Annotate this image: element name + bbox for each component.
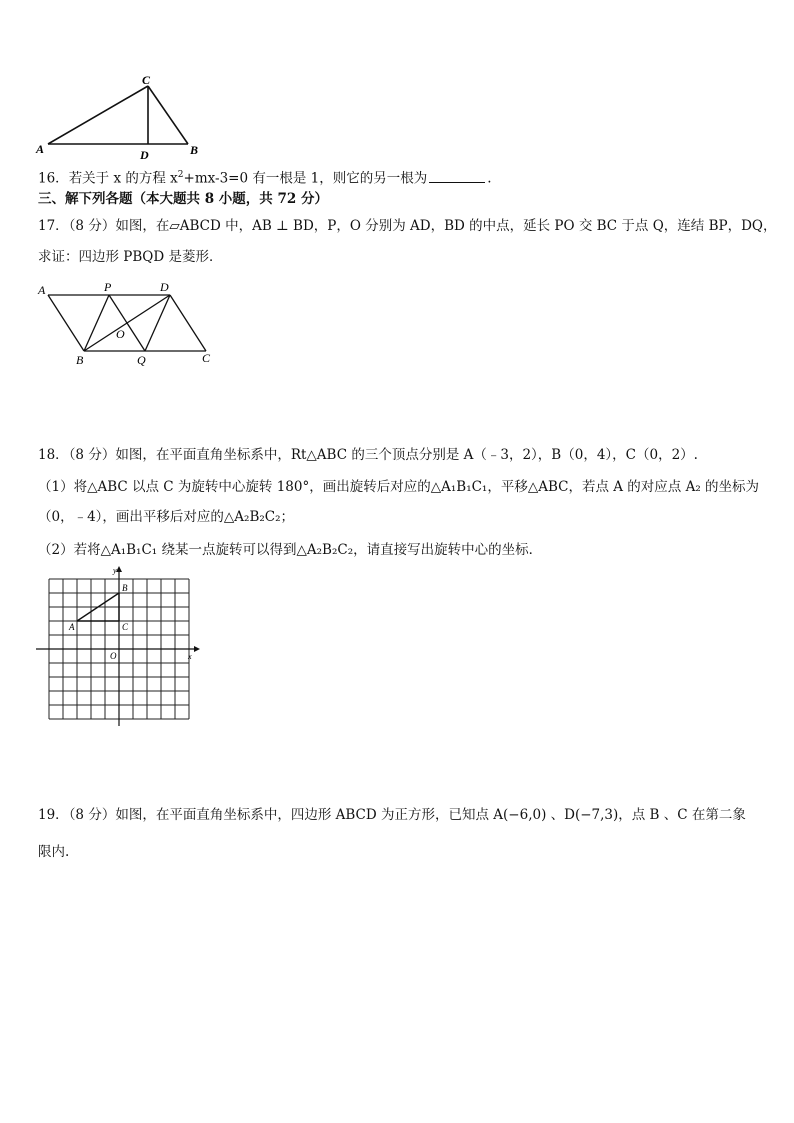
q16-text-b: +mx-3=0 有一根是 1，则它的另一根为 [183,170,428,187]
answer-blank[interactable] [429,169,485,183]
question-17-line1 [38,217,776,235]
label-B: B [122,583,128,593]
q18-number: 18． [38,447,69,463]
q18-part2: （2）若将△A₁B₁C₁ 绕某一点旋转可以得到△A₂B₂C₂，请直接写出旋转中心的坐标． [38,542,543,558]
q18-part1b: （0，﹣4），画出平移后对应的△A₂B₂C₂； [38,509,295,525]
q17-score: （8 分） [68,218,116,234]
label-A: A [69,622,75,632]
q17-text-1: 如图，在▱ABCD 中，AB ⊥ BD，P，O 分别为 AD，BD 的中点，延长 PO 交 BC 于点 Q，连结 BP，DQ， [115,218,777,234]
q18-text-1: 如图，在平面直角坐标系中，Rt△ABC 的三个顶点分别是 A（﹣3，2），B（0，4），C（0，2）. [115,447,698,463]
question-19-line1 [38,806,746,824]
label-P: P [104,280,112,294]
label-C: C [202,351,211,365]
q19-text-1: 如图，在平面直角坐标系中，四边形 ABCD 为正方形，已知点 A(−6,0) 、D(−7,3)，点 B 、C 在第二象 [115,807,746,823]
q18-score: （8 分） [68,447,116,463]
q16-end: . [487,170,492,187]
parallelogram-figure [30,278,230,370]
q19-line2: 限内. [38,844,70,860]
q18-part1a: （1）将△ABC 以点 C 为旋转中心旋转 180°，画出旋转后对应的△A₁B₁C₁，平移△ABC，若点 A 的对应点 A₂ 的坐标为 [38,479,760,495]
q17-number: 17． [38,218,69,234]
section-3-title: 三、解下列各题（本大题共 8 小题，共 72 分） [38,191,328,207]
label-B: B [190,143,199,157]
label-y: y [113,566,117,575]
label-C: C [122,622,129,632]
label-Q: Q [137,353,146,367]
q16-number: 16． [38,170,69,187]
question-16 [38,166,492,188]
label-O: O [116,327,125,341]
label-D: D [140,148,149,162]
q19-score: （8 分） [68,807,116,823]
q19-number: 19． [38,807,69,823]
label-B: B [76,353,84,367]
question-17-line2: 求证：四边形 PBQD 是菱形． [38,249,223,265]
label-O: O [110,651,117,661]
triangle-figure [30,74,220,164]
label-D: D [160,280,169,294]
coordinate-grid-figure [36,564,206,726]
question-18-line1 [38,446,698,464]
label-A: A [36,142,45,156]
label-A: A [38,283,46,297]
label-x: x [188,652,192,661]
q16-text-a: 若关于 x 的方程 x [68,170,178,187]
label-C: C [142,74,151,87]
q16-sup: 2 [177,170,184,180]
